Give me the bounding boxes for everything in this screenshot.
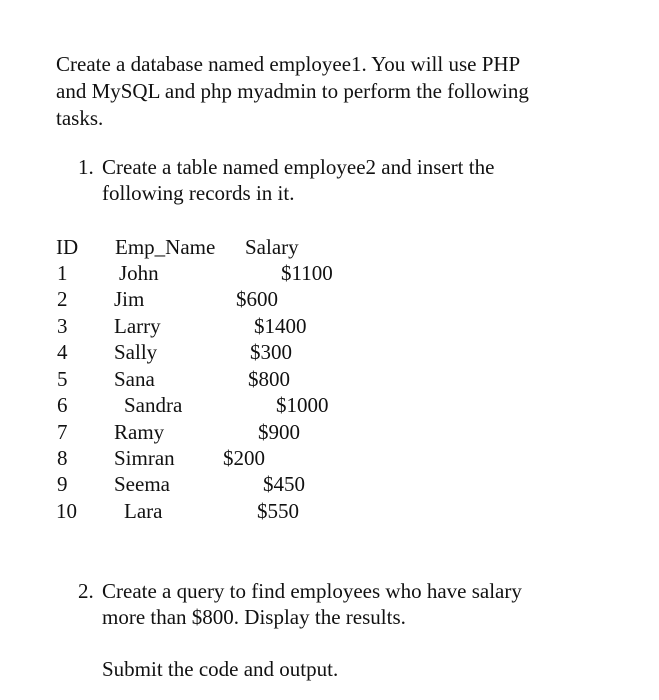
intro-paragraph — [56, 51, 596, 132]
header-salary: Salary — [245, 235, 299, 259]
header-emp-name: Emp_Name — [115, 235, 216, 259]
row-salary: $1000 — [276, 393, 329, 417]
task1-text — [102, 154, 494, 206]
row-name: Sana — [114, 367, 155, 391]
row-salary: $1100 — [281, 261, 333, 285]
task2-line: Create a query to find employees who have salary — [102, 579, 522, 603]
row-name: John — [119, 261, 159, 285]
row-id: 6 — [57, 393, 68, 417]
row-id: 10 — [56, 499, 77, 523]
row-salary: $900 — [258, 420, 300, 444]
row-name: Lara — [124, 499, 163, 523]
task1-number: 1. — [78, 155, 94, 179]
row-salary: $1400 — [254, 314, 307, 338]
intro-line: and MySQL and php myadmin to perform the following — [56, 79, 529, 103]
task1-line: Create a table named employee2 and insert the — [102, 155, 495, 179]
row-salary: $550 — [257, 499, 299, 523]
row-salary: $200 — [223, 446, 265, 470]
task2-text — [102, 578, 522, 630]
row-name: Larry — [114, 314, 161, 338]
row-name: Seema — [114, 472, 170, 496]
intro-line: Create a database named employee1. You will use PHP — [56, 52, 521, 76]
row-salary: $450 — [263, 472, 305, 496]
row-id: 2 — [57, 287, 68, 311]
row-id: 8 — [57, 446, 68, 470]
row-salary: $600 — [236, 287, 278, 311]
submit-instruction: Submit the code and output. — [102, 657, 339, 681]
row-name: Simran — [114, 446, 175, 470]
row-id: 9 — [57, 472, 68, 496]
row-salary: $300 — [250, 340, 292, 364]
task2-number: 2. — [78, 579, 94, 603]
task2-line: more than $800. Display the results. — [102, 605, 406, 629]
row-id: 5 — [57, 367, 68, 391]
row-name: Jim — [114, 287, 145, 311]
row-name: Ramy — [114, 420, 165, 444]
intro-line: tasks. — [56, 106, 104, 130]
row-name: Sally — [114, 340, 158, 364]
row-salary: $800 — [248, 367, 290, 391]
row-id: 4 — [57, 340, 68, 364]
row-name: Sandra — [124, 393, 183, 417]
row-id: 7 — [57, 420, 68, 444]
row-id: 1 — [57, 261, 68, 285]
task1-line: following records in it. — [102, 181, 295, 205]
row-id: 3 — [57, 314, 68, 338]
header-id: ID — [56, 235, 79, 259]
